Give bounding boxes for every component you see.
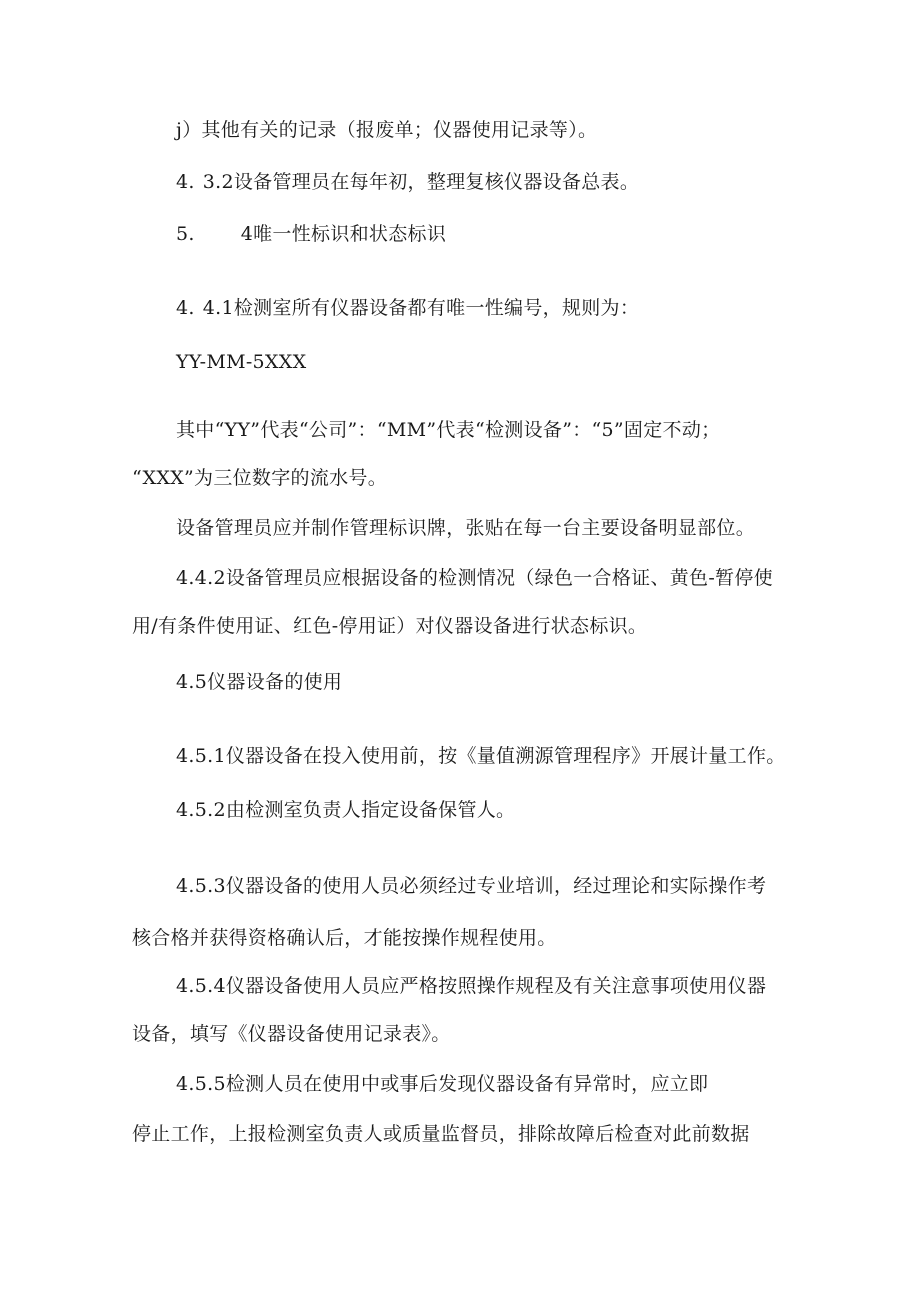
line-text: 4.5.5检测人员在使用中或事后发现仪器设备有异常时，应立即 bbox=[176, 1073, 709, 1095]
line-text: 4.5.4仪器设备使用人员应严格按照操作规程及有关注意事项使用仪器 bbox=[176, 975, 767, 997]
line-text: 其中“YY”代表“公司”：“MM”代表“检测设备”：“5”固定不动； bbox=[176, 419, 721, 441]
list-number: 5. bbox=[176, 223, 195, 245]
line-text: 4.5.3仪器设备的使用人员必须经过专业培训，经过理论和实际操作考 bbox=[176, 875, 767, 897]
paragraph-line-code-explain bbox=[176, 418, 720, 442]
list-number: 4. bbox=[176, 297, 195, 319]
line-text: 核合格并获得资格确认后，才能按操作规程使用。 bbox=[132, 927, 557, 949]
line-text: 4唯一性标识和状态标识 bbox=[240, 223, 447, 245]
line-text: 3.2设备管理员在每年初，整理复核仪器设备总表。 bbox=[202, 171, 640, 193]
paragraph-line-4-5-4 bbox=[176, 974, 766, 998]
line-text: j）其他有关的记录（报废单；仪器使用记录等）。 bbox=[176, 119, 598, 141]
paragraph-line-4-5-2 bbox=[176, 798, 515, 822]
code-format-line bbox=[176, 350, 306, 374]
paragraph-line-label-sign bbox=[176, 516, 755, 540]
line-text: 设备，填写《仪器设备使用记录表》。 bbox=[132, 1023, 451, 1045]
paragraph-line-records bbox=[176, 118, 597, 142]
line-text: 4.5仪器设备的使用 bbox=[176, 671, 343, 693]
line-text: 4.5.1仪器设备在投入使用前，按《量值溯源管理程序》开展计量工作。 bbox=[176, 745, 786, 767]
paragraph-line-4-5-5-cont bbox=[132, 1122, 750, 1146]
line-text: YY-MM-5XXX bbox=[176, 351, 307, 373]
line-text: 4.1检测室所有仪器设备都有唯一性编号，规则为： bbox=[202, 297, 640, 319]
list-number: 4. bbox=[176, 171, 195, 193]
line-text: 停止工作，上报检测室负责人或质量监督员，排除故障后检查对此前数据 bbox=[132, 1123, 750, 1145]
line-text: 4.4.2设备管理员应根据设备的检测情况（绿色一合格证、黄色-暂停使 bbox=[176, 567, 773, 589]
paragraph-line-3-2 bbox=[176, 170, 639, 194]
line-text: 设备管理员应并制作管理标识牌，张贴在每一台主要设备明显部位。 bbox=[176, 517, 756, 539]
section-heading-4 bbox=[176, 222, 446, 246]
paragraph-line-code-explain-cont bbox=[132, 466, 387, 490]
paragraph-line-4-5-1 bbox=[176, 744, 786, 768]
paragraph-line-4-5-4-cont bbox=[132, 1022, 451, 1046]
line-text: “XXX”为三位数字的流水号。 bbox=[132, 467, 388, 489]
paragraph-line-4-1 bbox=[176, 296, 639, 320]
line-text: 用/有条件使用证、红色-停用证）对仪器设备进行状态标识。 bbox=[132, 615, 648, 637]
line-text: 4.5.2由检测室负责人指定设备保管人。 bbox=[176, 799, 516, 821]
paragraph-line-4-4-2-cont bbox=[132, 614, 647, 638]
paragraph-line-4-5-3-cont bbox=[132, 926, 557, 950]
paragraph-line-4-5-3 bbox=[176, 874, 766, 898]
section-heading-4-5 bbox=[176, 670, 342, 694]
paragraph-line-4-5-5 bbox=[176, 1072, 708, 1096]
paragraph-line-4-4-2 bbox=[176, 566, 773, 590]
